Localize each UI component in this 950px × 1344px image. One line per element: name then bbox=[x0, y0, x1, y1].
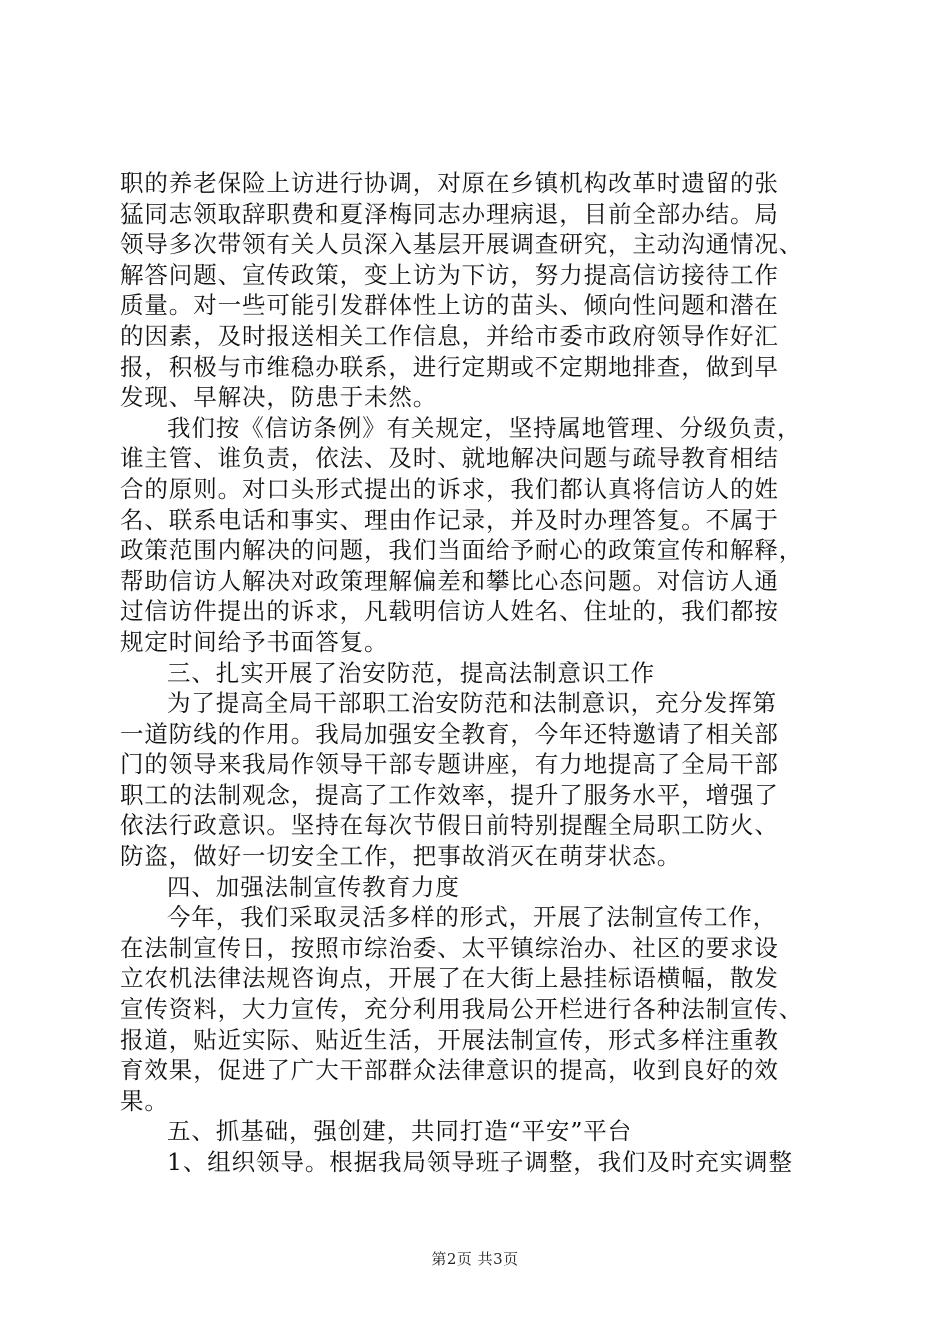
text-line: 育效果，促进了广大干部群众法律意识的提高，收到良好的效 bbox=[120, 1056, 779, 1085]
text-line: 依法行政意识。坚持在每次节假日前特别提醒全局职工防火、 bbox=[120, 811, 779, 840]
text-line: 质量。对一些可能引发群体性上访的苗头、倾向性问题和潜在 bbox=[120, 291, 779, 320]
text-line: 报，积极与市维稳办联系，进行定期或不定期地排查，做到早 bbox=[120, 352, 779, 381]
text-line: 领导多次带领有关人员深入基层开展调查研究，主动沟通情况、 bbox=[120, 230, 804, 259]
page-footer bbox=[0, 1248, 950, 1269]
paragraph-start-line: 1、组织领导。根据我局领导班子调整，我们及时充实调整 bbox=[167, 1148, 793, 1176]
text-line: 职工的法制观念，提高了工作效率，提升了服务水平，增强了 bbox=[120, 780, 779, 809]
text-line: 合的原则。对口头形式提出的诉求，我们都认真将信访人的姓 bbox=[120, 474, 779, 503]
text-line: 名、联系电话和事实、理由作记录，并及时办理答复。不属于 bbox=[120, 505, 779, 534]
text-line: 政策范围内解决的问题，我们当面给予耐心的政策宣传和解释， bbox=[120, 536, 804, 565]
text-line: 的因素，及时报送相关工作信息，并给市委市政府领导作好汇 bbox=[120, 321, 779, 350]
text-line: 发现、早解决，防患于未然。 bbox=[120, 383, 438, 412]
paragraph-start-line: 为了提高全局干部职工治安防范和法制意识，充分发挥第 bbox=[167, 689, 777, 718]
text-line: 果。 bbox=[120, 1086, 169, 1115]
text-line: 职的养老保险上访进行协调，对原在乡镇机构改革时遗留的张 bbox=[120, 169, 779, 197]
page-number: 第2页 共3页 bbox=[431, 1250, 519, 1268]
text-line: 在法制宣传日，按照市综治委、太平镇综治办、社区的要求设 bbox=[120, 933, 779, 962]
text-line: 防盗，做好一切安全工作，把事故消灭在萌芽状态。 bbox=[120, 842, 682, 871]
text-line: 过信访件提出的诉求，凡载明信访人姓名、住址的，我们都按 bbox=[120, 597, 779, 626]
section-heading: 四、加强法制宣传教育力度 bbox=[167, 872, 460, 901]
text-line: 宣传资料，大力宣传，充分利用我局公开栏进行各种法制宣传、 bbox=[120, 995, 804, 1024]
text-line: 报道，贴近实际、贴近生活，开展法制宣传，形式多样注重教 bbox=[120, 1025, 779, 1054]
text-line: 帮助信访人解决对政策理解偏差和攀比心态问题。对信访人通 bbox=[120, 566, 779, 595]
text-line: 立农机法律法规咨询点，开展了在大街上悬挂标语横幅，散发 bbox=[120, 964, 779, 993]
text-line: 谁主管、谁负责，依法、及时、就地解决问题与疏导教育相结 bbox=[120, 444, 779, 473]
section-heading: 五、抓基础，强创建，共同打造“平安”平台 bbox=[167, 1117, 633, 1146]
text-line: 猛同志领取辞职费和夏泽梅同志办理病退，目前全部办结。局 bbox=[120, 199, 779, 228]
text-line: 解答问题、宣传政策，变上访为下访，努力提高信访接待工作 bbox=[120, 260, 779, 289]
text-line: 门的领导来我局作领导干部专题讲座，有力地提高了全局干部 bbox=[120, 750, 779, 779]
text-line: 规定时间给予书面答复。 bbox=[120, 627, 389, 656]
paragraph-start-line: 今年，我们采取灵活多样的形式，开展了法制宣传工作， bbox=[167, 903, 777, 932]
body-text bbox=[120, 168, 840, 1178]
paragraph-start-line: 我们按《信访条例》有关规定，坚持属地管理、分级负责， bbox=[167, 413, 802, 442]
section-heading: 三、扎实开展了治安防范，提高法制意识工作 bbox=[167, 658, 655, 687]
text-line: 一道防线的作用。我局加强安全教育，今年还特邀请了相关部 bbox=[120, 719, 779, 748]
